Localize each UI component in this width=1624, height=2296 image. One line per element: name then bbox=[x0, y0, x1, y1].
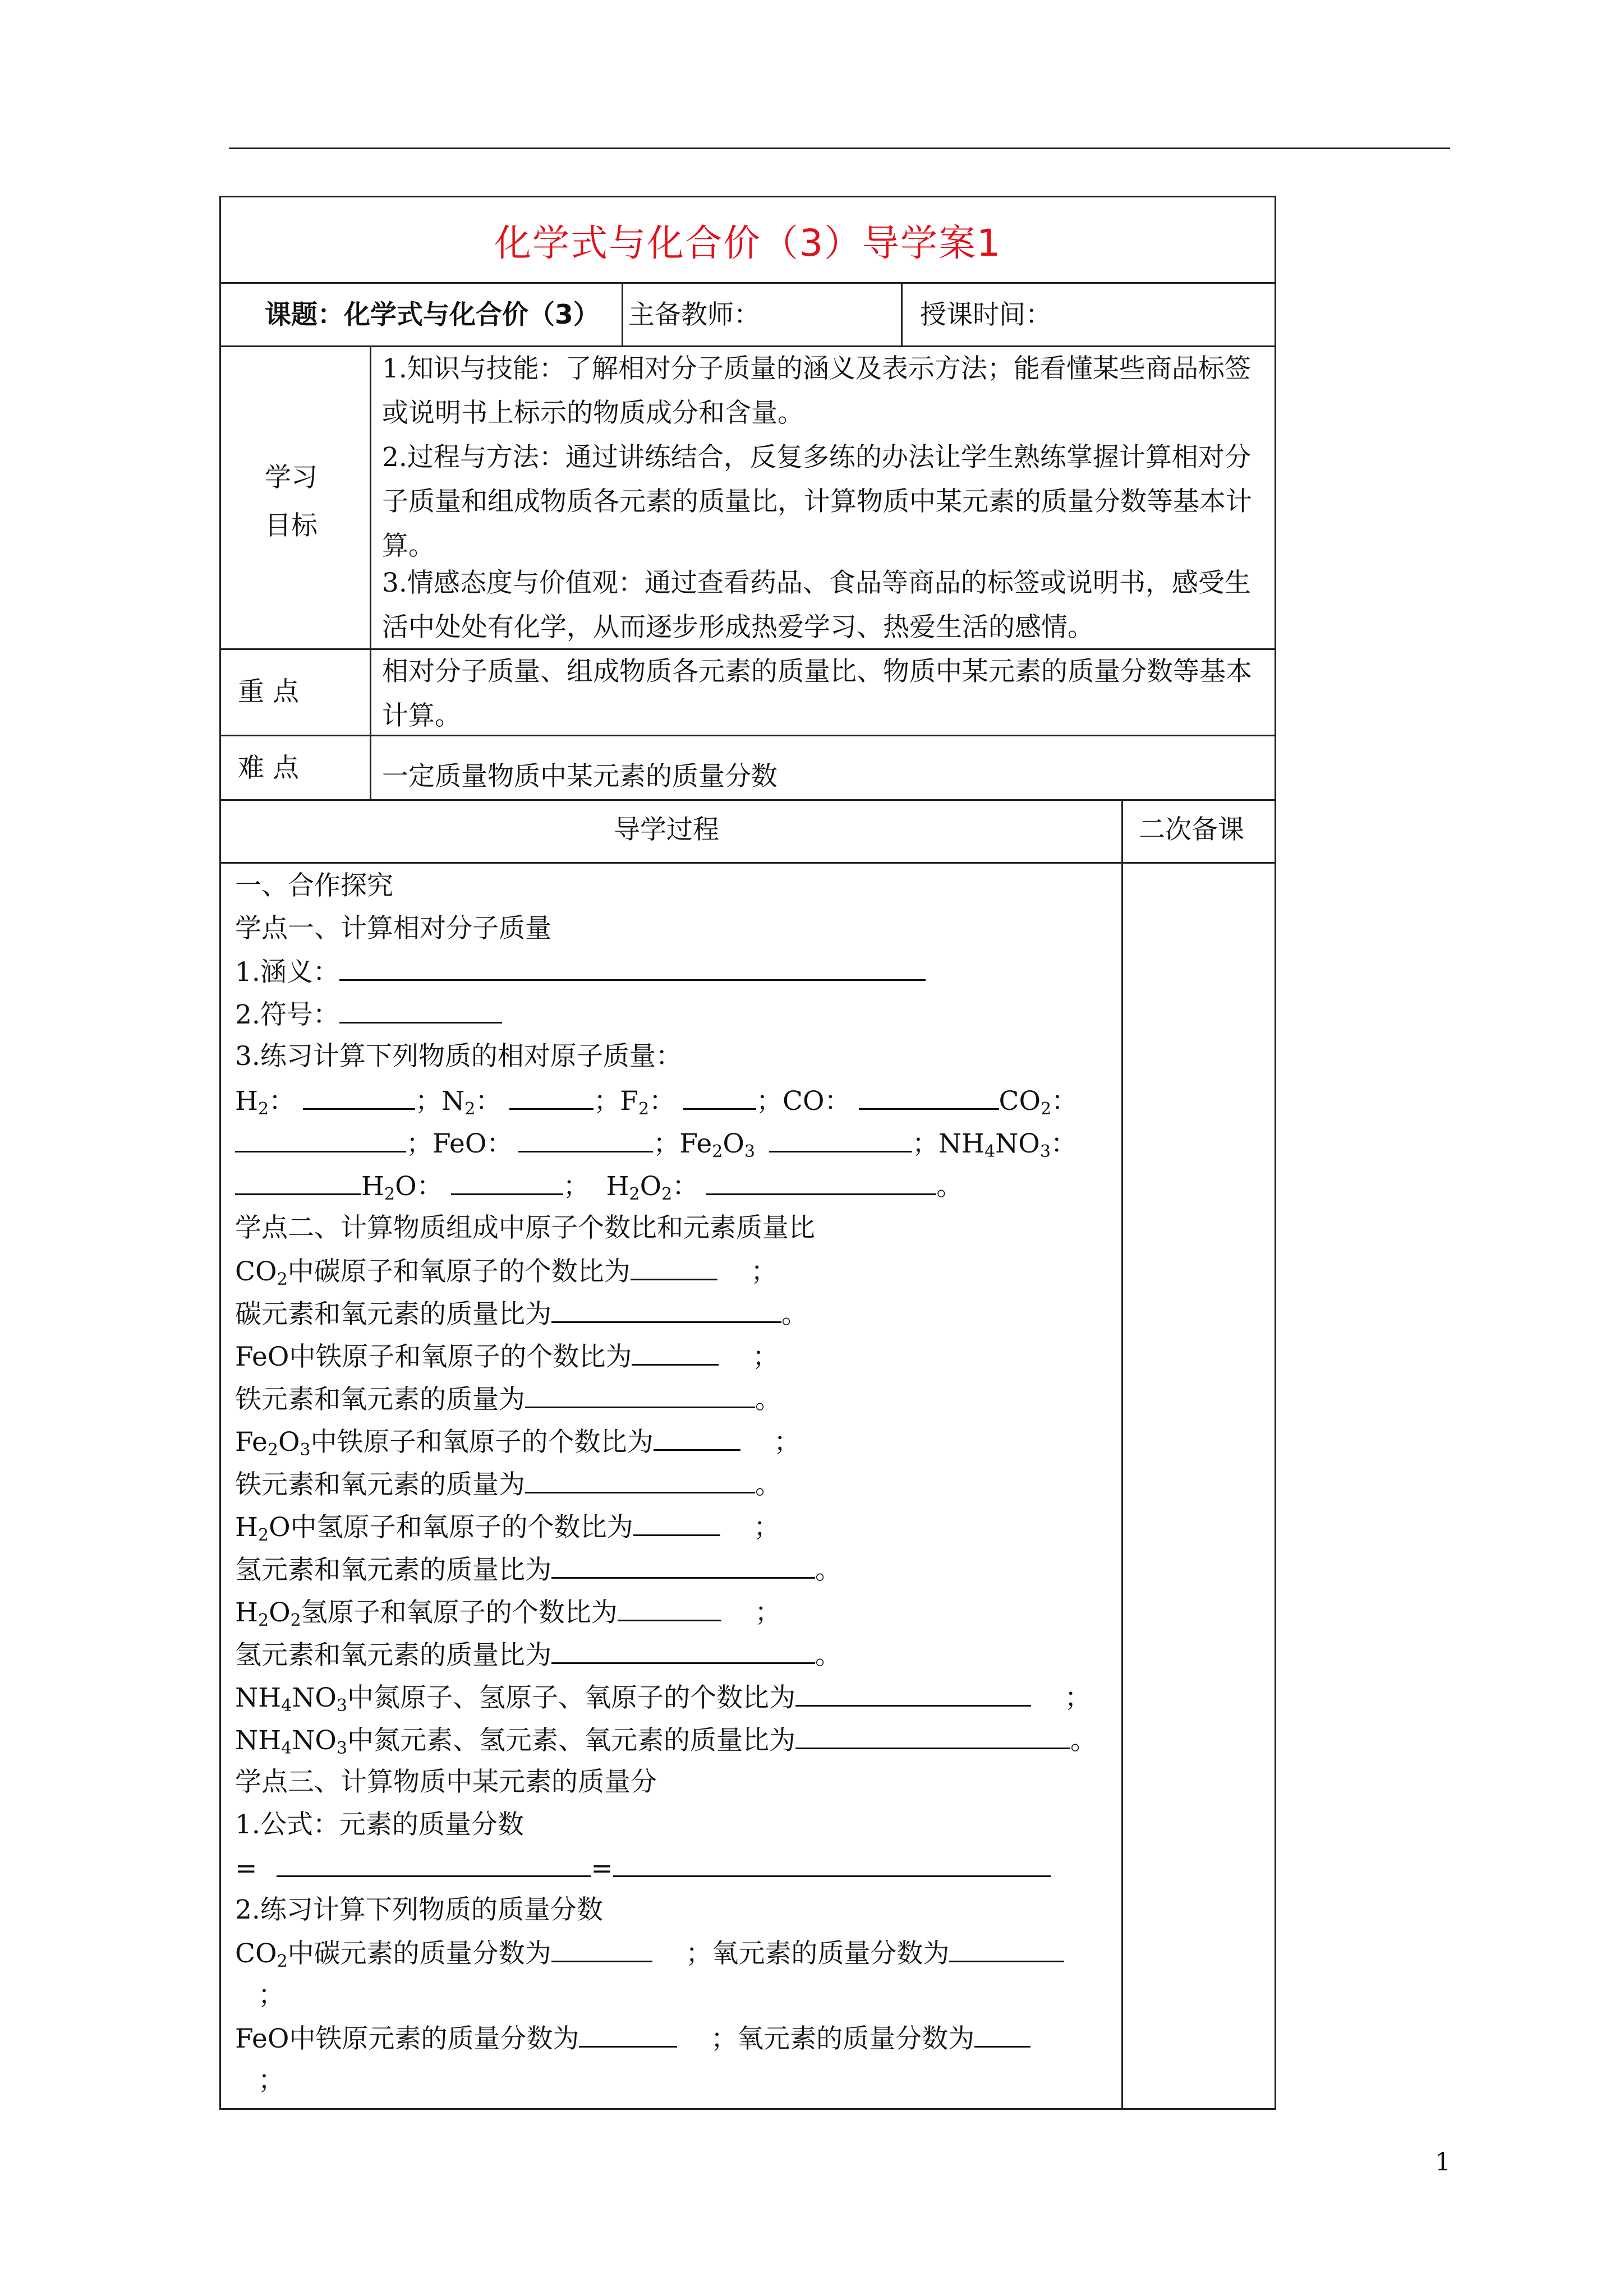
answer-blank[interactable] bbox=[974, 2021, 1030, 2048]
formula-row: $H_2$： ；$N_2$： ；$F_2$： ；CO： $CO_2$： bbox=[235, 1084, 1078, 1118]
answer-blank[interactable] bbox=[654, 1424, 740, 1451]
symbol-label: 2.符号： bbox=[235, 999, 339, 1030]
count-ratio-line: FeO中铁原子和氧原子的个数比为 ； bbox=[235, 1339, 779, 1374]
answer-blank[interactable] bbox=[509, 1084, 594, 1110]
col-divider bbox=[370, 345, 371, 799]
answer-blank[interactable] bbox=[235, 1169, 361, 1195]
answer-blank[interactable] bbox=[618, 1595, 721, 1621]
fraction-line bbox=[235, 2021, 1030, 2056]
question-text: 中铁原子和氧原子的个数比为 bbox=[310, 1427, 654, 1458]
objective-item: 2.过程与方法：通过讲练结合，反复多练的办法让学生熟练掌握计算相对分子质量和组成物质各元素的质量比，计算物质中某元素的质量分数等基本计算。 bbox=[382, 442, 1252, 561]
count-ratio-line: $NH_4NO_3$中氮原子、氢原子、氧原子的个数比为 ； bbox=[235, 1680, 1091, 1715]
answer-blank[interactable] bbox=[518, 1126, 653, 1152]
formula-label: 1.公式：元素的质量分数 bbox=[235, 1809, 524, 1840]
answer-blank[interactable] bbox=[706, 1169, 936, 1195]
time-label: 授课时间： bbox=[920, 299, 1052, 330]
header-rule bbox=[229, 147, 1450, 149]
mass-ratio-line: 氢元素和氧元素的质量比为 。 bbox=[235, 1552, 841, 1587]
question-text: 碳元素和氧元素的质量比为 bbox=[235, 1299, 551, 1330]
mass-ratio-line: $NH_4NO_3$中氮元素、氢元素、氧元素的质量比为 。 bbox=[235, 1723, 1097, 1758]
study-point: 学点二、计算物质组成中原子个数比和元素质量比 bbox=[235, 1212, 815, 1243]
row-divider bbox=[219, 282, 1276, 284]
formula-row: ；FeO： ；$Fe_2O_3$ ；$NH_4NO_3$： bbox=[235, 1126, 1077, 1161]
answer-blank[interactable] bbox=[551, 1936, 652, 1962]
objectives-label: 学习 bbox=[265, 462, 318, 493]
practice-instruction: 2.练习计算下列物质的质量分数 bbox=[235, 1894, 603, 1925]
practice-instruction: 3.练习计算下列物质的相对原子质量： bbox=[235, 1041, 682, 1072]
col-divider bbox=[901, 282, 903, 345]
difficulty-label: 难 点 bbox=[238, 753, 299, 783]
semicolon: ； bbox=[258, 2065, 284, 2096]
symbol-line bbox=[235, 997, 502, 1032]
question-text: 铁元素和氧元素的质量为 bbox=[235, 1469, 525, 1500]
count-ratio-line: $H_2O_2$氢原子和氧原子的个数比为 ； bbox=[235, 1595, 781, 1630]
answer-blank[interactable] bbox=[525, 1382, 755, 1408]
study-point: 学点一、计算相对分子质量 bbox=[235, 913, 551, 944]
answer-blank[interactable] bbox=[579, 2021, 677, 2048]
page-title: 化学式与化合价（3）导学案1 bbox=[494, 222, 1001, 265]
answer-blank[interactable] bbox=[683, 1084, 756, 1110]
question-text: FeO中铁原子和氧原子的个数比为 bbox=[235, 1341, 632, 1372]
answer-blank[interactable] bbox=[795, 1723, 1070, 1749]
answer-blank[interactable] bbox=[525, 1467, 755, 1493]
mass-ratio-line: 铁元素和氧元素的质量为 。 bbox=[235, 1467, 781, 1502]
answer-blank[interactable] bbox=[303, 1084, 415, 1110]
question-text: 氢原子和氧原子的个数比为 bbox=[301, 1597, 618, 1628]
mass-ratio-line: 氢元素和氧元素的质量比为 。 bbox=[235, 1638, 841, 1672]
count-ratio-line: $H_2O$中氢原子和氧原子的个数比为 ； bbox=[235, 1510, 780, 1545]
teacher-label: 主备教师： bbox=[628, 299, 760, 330]
question-text: FeO中铁原元素的质量分数为 bbox=[235, 2023, 579, 2054]
question-text: 中碳原子和氧原子的个数比为 bbox=[287, 1256, 631, 1287]
question-text: O中氢原子和氧原子的个数比为 bbox=[269, 1512, 633, 1543]
question-text: 氢元素和氧元素的质量比为 bbox=[235, 1555, 551, 1585]
process-header: 导学过程 bbox=[614, 814, 719, 845]
answer-blank[interactable] bbox=[551, 1297, 781, 1323]
answer-blank[interactable] bbox=[859, 1084, 999, 1110]
col-divider bbox=[1121, 799, 1123, 2110]
answer-blank[interactable] bbox=[551, 1638, 815, 1664]
study-point: 学点三、计算物质中某元素的质量分 bbox=[235, 1767, 657, 1797]
section-heading: 一、合作探究 bbox=[235, 870, 393, 901]
question-text: ；氧元素的质量分数为 bbox=[711, 2023, 975, 2054]
question-text: 中碳元素的质量分数为 bbox=[287, 1938, 551, 1969]
question-text: 中氮原子、氢原子、氧原子的个数比为 bbox=[347, 1682, 795, 1713]
difficulty-text: 一定质量物质中某元素的质量分数 bbox=[382, 761, 778, 792]
row-divider bbox=[219, 799, 1276, 801]
objective-item: 1.知识与技能：了解相对分子质量的涵义及表示方法；能看懂某些商品标签或说明书上标示的物质成分和含量。 bbox=[382, 353, 1251, 428]
topic-label: 课题：化学式与化合价（3） bbox=[265, 299, 600, 330]
second-prep-header: 二次备课 bbox=[1139, 814, 1244, 845]
objective-item: 3.情感态度与价值观：通过查看药品、食品等商品的标签或说明书，感受生活中处处有化学，从而逐步形成热爱学习、热爱生活的感情。 bbox=[382, 568, 1251, 643]
formula-line: = = bbox=[235, 1851, 1051, 1885]
fraction-line: $CO_2$中碳元素的质量分数为 ；氧元素的质量分数为 bbox=[235, 1936, 1064, 1971]
answer-blank[interactable] bbox=[551, 1552, 815, 1579]
key-points-text: 相对分子质量、组成物质各元素的质量比、物质中某元素的质量分数等基本计算。 bbox=[382, 656, 1252, 731]
formula-row: $H_2O$： ； $H_2O_2$： 。 bbox=[235, 1169, 963, 1204]
count-ratio-line: $Fe_2O_3$中铁原子和氧原子的个数比为 ； bbox=[235, 1424, 800, 1459]
col-divider bbox=[622, 282, 623, 345]
answer-blank[interactable] bbox=[949, 1936, 1064, 1962]
count-ratio-line: $CO_2$中碳原子和氧原子的个数比为 ； bbox=[235, 1254, 777, 1289]
question-text: 中氮元素、氢元素、氧元素的质量比为 bbox=[347, 1725, 795, 1756]
semicolon: ； bbox=[258, 1980, 284, 2011]
answer-blank[interactable] bbox=[633, 1510, 720, 1536]
meaning-line bbox=[235, 955, 926, 989]
answer-blank[interactable] bbox=[451, 1169, 563, 1195]
answer-blank[interactable] bbox=[769, 1126, 912, 1152]
answer-blank[interactable] bbox=[795, 1680, 1031, 1707]
answer-blank[interactable] bbox=[631, 1254, 717, 1280]
objectives-label: 目标 bbox=[265, 510, 318, 541]
key-points-label: 重 点 bbox=[238, 676, 299, 707]
question-text: ；氧元素的质量分数为 bbox=[686, 1938, 950, 1969]
mass-ratio-line: 铁元素和氧元素的质量为 。 bbox=[235, 1382, 781, 1417]
answer-blank[interactable] bbox=[235, 1126, 406, 1152]
answer-blank[interactable] bbox=[277, 1851, 591, 1877]
mass-ratio-line: 碳元素和氧元素的质量比为 。 bbox=[235, 1297, 808, 1331]
question-text: 铁元素和氧元素的质量为 bbox=[235, 1384, 525, 1415]
meaning-label: 1.涵义： bbox=[235, 957, 339, 988]
answer-blank[interactable] bbox=[339, 997, 502, 1023]
page-number: 1 bbox=[1435, 2148, 1451, 2177]
answer-blank[interactable] bbox=[632, 1339, 719, 1366]
answer-blank[interactable] bbox=[613, 1851, 1051, 1877]
answer-blank[interactable] bbox=[339, 955, 926, 981]
question-text: 氢元素和氧元素的质量比为 bbox=[235, 1640, 551, 1671]
row-divider bbox=[219, 862, 1276, 864]
